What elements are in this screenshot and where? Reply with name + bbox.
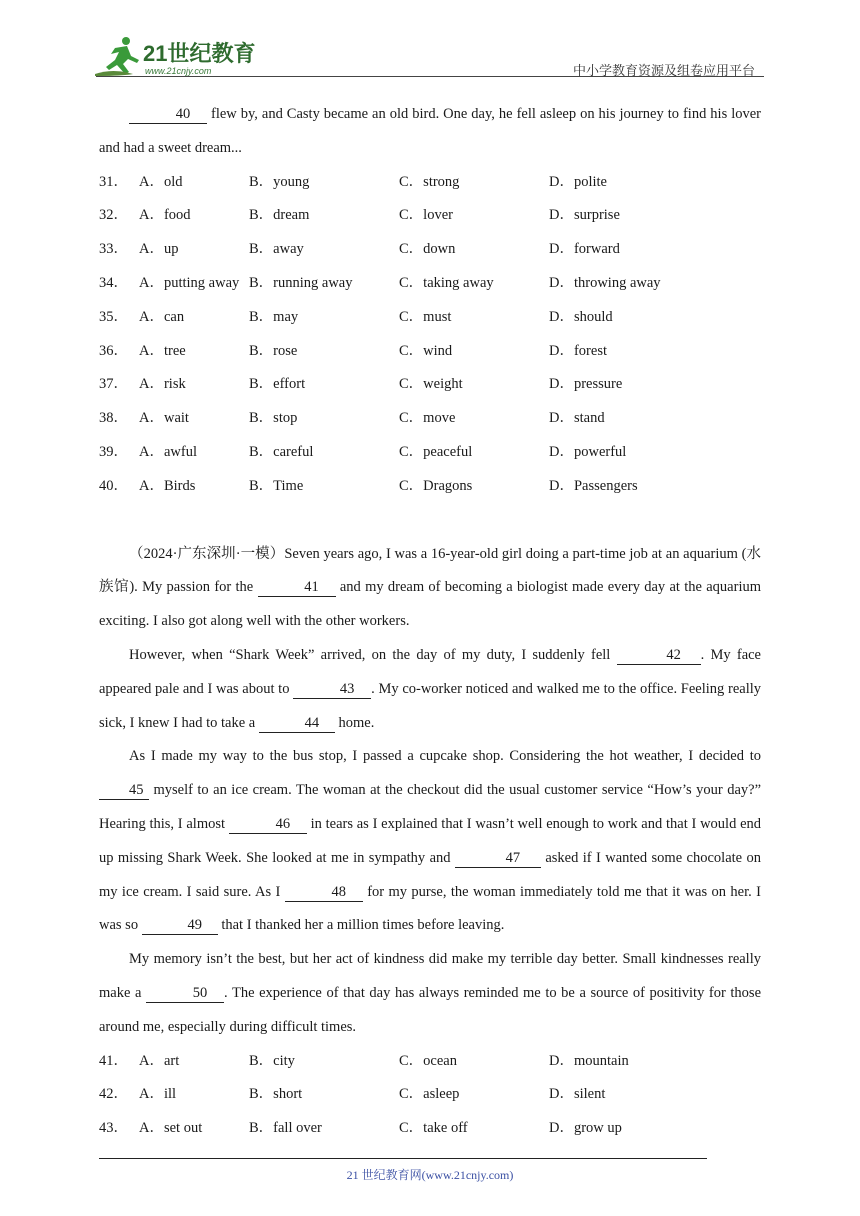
- blank-41: 41: [258, 578, 336, 597]
- passage-text: . My co-worker noticed and walked me to the office. Feeling really sick, I knew I had to take a: [99, 680, 762, 731]
- question-number: 41．: [99, 1052, 128, 1069]
- option-c: C．strong: [399, 173, 460, 190]
- site-logo: [93, 34, 263, 78]
- passage2-paragraph-1: [99, 538, 761, 639]
- option-d: D．forest: [549, 342, 607, 359]
- option-b: B．short: [249, 1086, 303, 1103]
- option-d: D．grow up: [549, 1120, 622, 1137]
- option-b: B．rose: [249, 342, 298, 359]
- platform-name: 中小学教育资源及组卷应用平台: [572, 64, 755, 79]
- page-header: [0, 0, 860, 80]
- question-42: [99, 1078, 761, 1112]
- option-c: C．asleep: [399, 1086, 460, 1103]
- question-list-31-40: [99, 166, 761, 504]
- question-38: [99, 402, 761, 436]
- option-d: D．polite: [549, 173, 607, 190]
- blank-40: 40: [129, 105, 207, 124]
- option-a: A．awful: [139, 443, 197, 460]
- passage2-paragraph-2: [99, 639, 761, 740]
- blank-48: 48: [285, 883, 363, 902]
- blank-49: 49: [142, 916, 218, 935]
- question-number: 33．: [99, 241, 128, 258]
- passage-text: . The experience of that day has always reminded me to be a source of positivity for those around me, especially during difficult times.: [99, 984, 762, 1035]
- option-d: D．powerful: [549, 443, 627, 460]
- document-body: [99, 98, 761, 1146]
- option-d: D．throwing away: [549, 274, 661, 291]
- passage-text: My memory isn’t the best, but her act of kindness did make my terrible day better. Small kindnesses really make a: [99, 951, 761, 1001]
- blank-42: 42: [617, 646, 701, 665]
- question-37: [99, 368, 761, 402]
- option-a: A．risk: [139, 376, 186, 393]
- option-d: D．should: [549, 308, 613, 325]
- question-number: 38．: [99, 410, 128, 427]
- question-list-41-43: [99, 1045, 761, 1146]
- blank-46: 46: [229, 815, 307, 834]
- question-35: [99, 301, 761, 335]
- option-b: B．may: [249, 308, 299, 325]
- passage-text: in tears as I explained that I wasn’t well enough to work and that I would end up missing Shark Week. She looked at me in sympathy and: [99, 815, 762, 866]
- question-number: 42．: [99, 1086, 128, 1103]
- option-a: A．art: [139, 1052, 180, 1069]
- passage-text: that I thanked her a million times before leaving.: [221, 917, 505, 934]
- option-b: B．dream: [249, 207, 310, 224]
- blank-50: 50: [146, 984, 224, 1003]
- logo-text: 21世纪教育: [143, 41, 256, 66]
- option-d: D．forward: [549, 241, 620, 258]
- option-d: D．surprise: [549, 207, 620, 224]
- option-c: C．must: [399, 308, 452, 325]
- passage1-ending: [99, 98, 761, 166]
- question-39: [99, 436, 761, 470]
- question-41: [99, 1045, 761, 1079]
- question-number: 34．: [99, 274, 128, 291]
- option-a: A．Birds: [139, 477, 196, 494]
- question-number: 32．: [99, 207, 128, 224]
- question-number: 39．: [99, 443, 128, 460]
- option-a: A．ill: [139, 1086, 177, 1103]
- option-b: B．city: [249, 1052, 295, 1069]
- option-b: B．fall over: [249, 1120, 322, 1137]
- option-b: B．stop: [249, 410, 298, 427]
- logo-url: www.21cnjy.com: [145, 66, 212, 76]
- blank-47: 47: [455, 849, 541, 868]
- option-a: A．putting away: [139, 274, 240, 291]
- option-a: A．can: [139, 308, 185, 325]
- passage-text: home.: [338, 714, 375, 731]
- passage-text: Seven years ago, I was a 16-year-old girl doing a part-time job at an aquarium (水族馆). My passion for the: [99, 545, 761, 596]
- passage-text: for my purse, the woman immediately told me that it was on her. I was so: [99, 883, 762, 934]
- question-43: [99, 1112, 761, 1146]
- option-b: B．away: [249, 241, 304, 258]
- question-33: [99, 233, 761, 267]
- option-b: B．running away: [249, 274, 353, 291]
- question-number: 37．: [99, 376, 128, 393]
- option-c: C．down: [399, 241, 456, 258]
- option-b: B．effort: [249, 376, 306, 393]
- option-c: C．peaceful: [399, 443, 473, 460]
- passage-text: However, when “Shark Week” arrived, on the day of my duty, I suddenly fell: [129, 646, 611, 663]
- question-31: [99, 166, 761, 200]
- option-a: A．set out: [139, 1120, 203, 1137]
- passage2-paragraph-4: [99, 943, 761, 1044]
- section-gap: [99, 504, 761, 538]
- passage-text: . My face appeared pale and I was about to: [99, 646, 761, 697]
- option-d: D．Passengers: [549, 477, 638, 494]
- question-34: [99, 267, 761, 301]
- question-number: 36．: [99, 342, 128, 359]
- question-number: 43．: [99, 1120, 128, 1137]
- passage-text: asked if I wanted some chocolate on my ice cream. I said sure. As I: [99, 849, 761, 900]
- question-number: 35．: [99, 308, 128, 325]
- runner-icon: [95, 37, 139, 76]
- passage-text: myself to an ice cream. The woman at the checkout did the usual customer service “How’s your day?” Hearing this, I almost: [99, 782, 762, 832]
- option-c: C．move: [399, 410, 456, 427]
- option-c: C．taking away: [399, 274, 494, 291]
- header-divider: [96, 76, 764, 77]
- blank-43: 43: [293, 680, 371, 699]
- option-d: D．stand: [549, 410, 605, 427]
- option-a: A．tree: [139, 342, 186, 359]
- passage-text: As I made my way to the bus stop, I passed a cupcake shop. Considering the hot weather, I decided to: [129, 748, 761, 765]
- option-c: C．weight: [399, 376, 463, 393]
- passage2-paragraph-3: [99, 740, 761, 943]
- question-36: [99, 335, 761, 369]
- option-d: D．silent: [549, 1086, 606, 1103]
- question-number: 31．: [99, 173, 128, 190]
- option-b: B．young: [249, 173, 310, 190]
- blank-44: 44: [259, 714, 335, 733]
- option-b: B．careful: [249, 443, 314, 460]
- option-d: D．mountain: [549, 1052, 629, 1069]
- option-b: B．Time: [249, 477, 304, 494]
- passage-text: and my dream of becoming a biologist made every day at the aquarium exciting. I also got along well with the other workers.: [99, 579, 762, 630]
- option-c: C．Dragons: [399, 477, 473, 494]
- question-32: [99, 199, 761, 233]
- passage-text: lover and had a sweet dream...: [99, 106, 762, 156]
- option-d: D．pressure: [549, 376, 623, 393]
- option-c: C．take off: [399, 1120, 468, 1137]
- question-40: [99, 470, 761, 504]
- footer-text: 21 世纪教育网(www.21cnjy.com): [346, 1168, 514, 1182]
- passage-text: flew by, and Casty became an old bird. One day, he fell asleep on his journey to find his: [210, 106, 728, 122]
- option-a: A．up: [139, 241, 179, 258]
- blank-45: 45: [99, 781, 149, 800]
- question-number: 40．: [99, 477, 128, 494]
- option-c: C．wind: [399, 342, 453, 359]
- option-c: C．ocean: [399, 1052, 457, 1069]
- option-a: A．wait: [139, 410, 189, 427]
- source-label: （2024·广东深圳·一模）: [129, 545, 285, 562]
- option-c: C．lover: [399, 207, 453, 224]
- option-a: A．food: [139, 207, 191, 224]
- footer-divider: [99, 1158, 707, 1159]
- option-a: A．old: [139, 173, 183, 190]
